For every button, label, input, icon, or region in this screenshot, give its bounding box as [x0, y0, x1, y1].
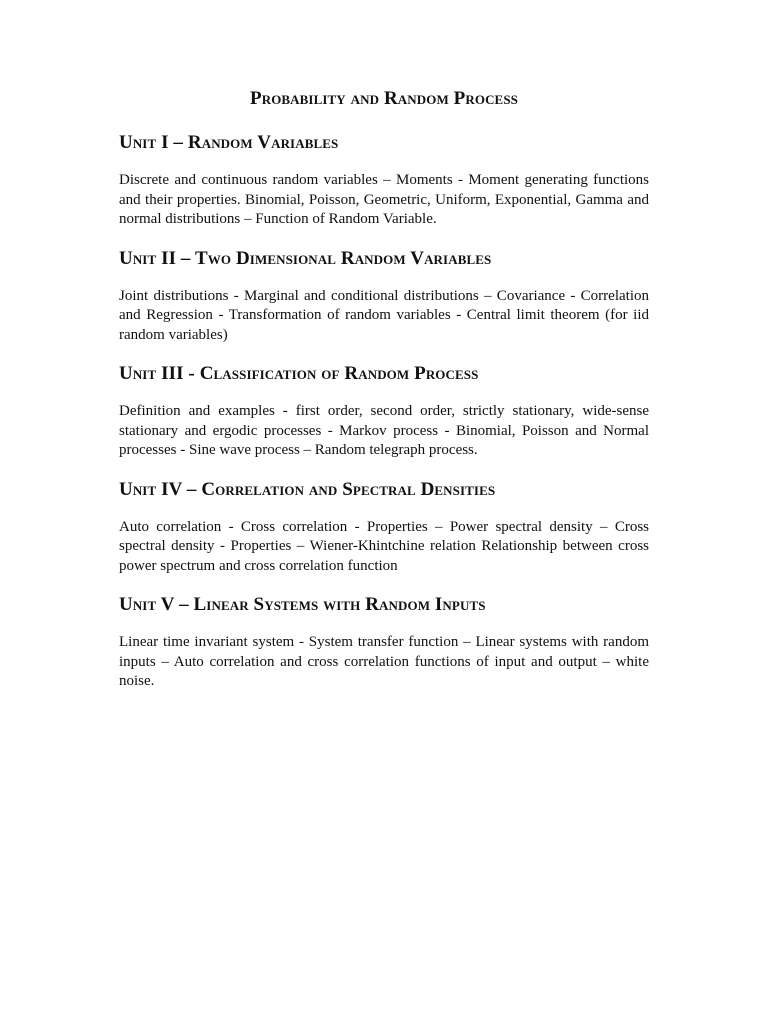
document-title: Probability and Random Process [250, 88, 518, 109]
unit-heading: Unit III - Classification of Random Process [119, 363, 479, 384]
unit-heading: Unit IV – Correlation and Spectral Densities [119, 478, 496, 500]
unit-section-3 [119, 363, 649, 461]
unit-body: Linear time invariant system - System transfer function – Linear systems with random inputs – Auto correlation and cross correlation functions of input and output – white noise. [119, 634, 649, 689]
unit-section-2 [119, 248, 649, 346]
unit-body: Joint distributions - Marginal and conditional distributions – Covariance - Correlation and Regression - Transformation of random variables - Central limit theorem (for iid random variables) [119, 287, 649, 343]
unit-section-4 [119, 479, 649, 577]
unit-section-1 [119, 132, 649, 230]
unit-heading: Unit II – Two Dimensional Random Variables [119, 247, 492, 269]
unit-body: Auto correlation - Cross correlation - Properties – Power spectral density – Cross spectral density - Properties – Wiener-Khintchine relation Relationship between cross power spectrum and cross correlation function [119, 518, 649, 574]
unit-body: Discrete and continuous random variables – Moments - Moment generating functions and their properties. Binomial, Poisson, Geometric, Uniform, Exponential, Gamma and normal distributions – Function of Random Variable. [119, 172, 649, 227]
unit-heading: Unit I – Random Variables [119, 132, 339, 153]
unit-section-5 [119, 594, 649, 692]
unit-body: Definition and examples - first order, second order, strictly stationary, wide-sense stationary and ergodic processes - Markov process - Binomial, Poisson and Normal processes - Sine wave process – Random telegraph process. [119, 403, 649, 458]
unit-heading: Unit V – Linear Systems with Random Inputs [119, 594, 486, 615]
